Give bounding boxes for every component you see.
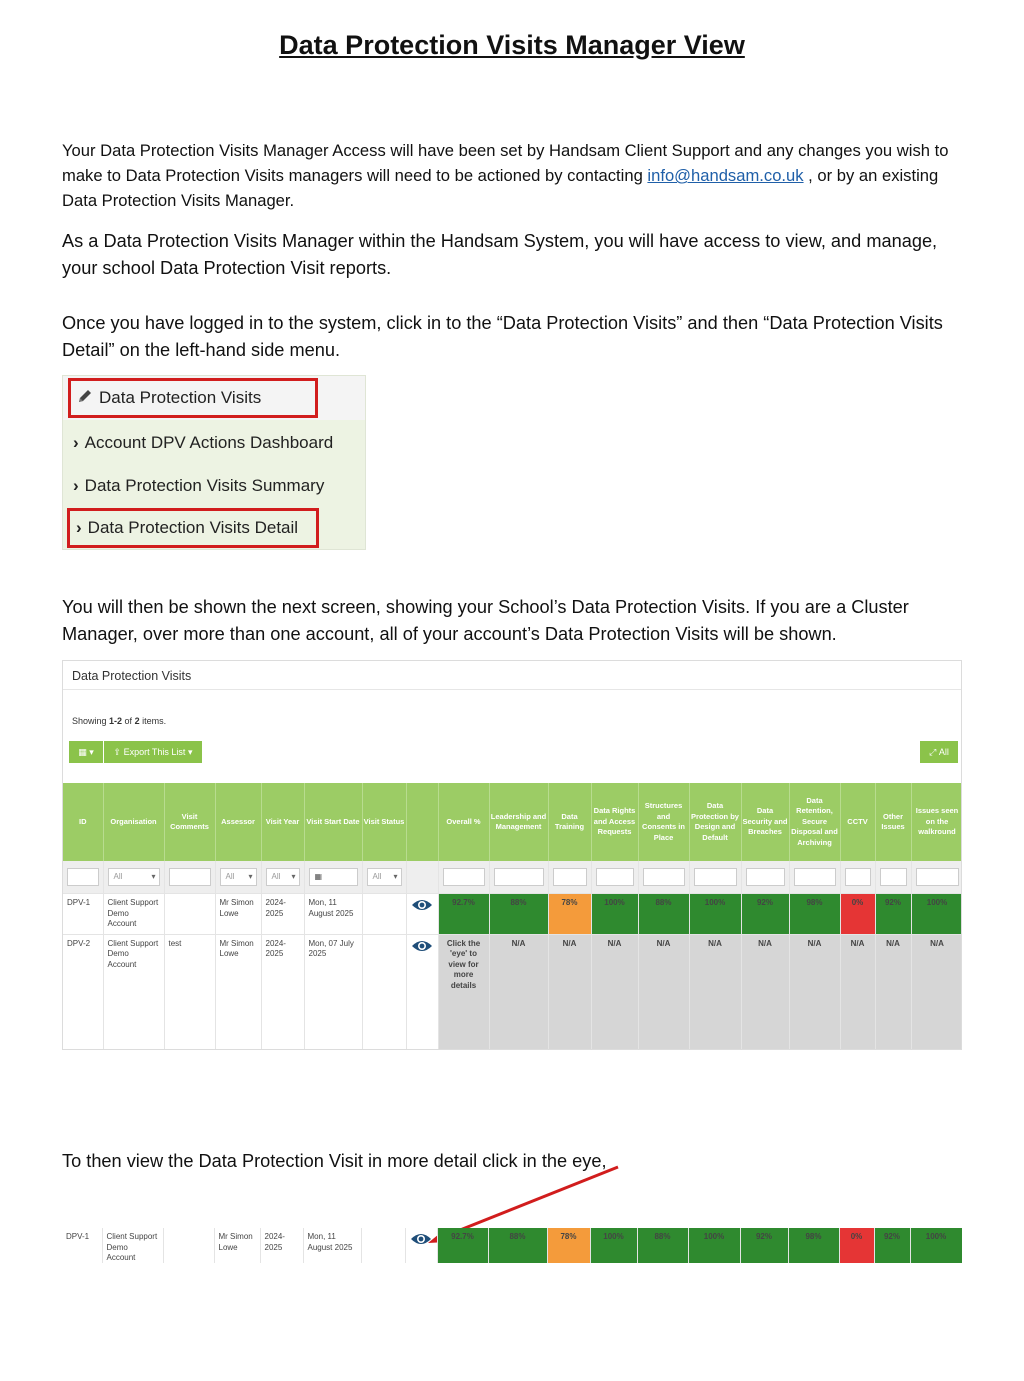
- cell-organisation: Client Support Demo Account: [102, 1228, 163, 1263]
- menu-item-label: Data Protection Visits Detail: [87, 518, 299, 537]
- cell-assessor: Mr Simon Lowe: [215, 894, 261, 935]
- menu-header-label: Data Protection Visits: [99, 388, 262, 407]
- cell-assessor: Mr Simon Lowe: [214, 1228, 260, 1263]
- score-design: 100%: [689, 894, 741, 935]
- score-leadership: 88%: [489, 894, 548, 935]
- cell-status: [361, 1228, 405, 1263]
- col-retention[interactable]: Data Retention, Secure Disposal and Archiving: [789, 783, 840, 861]
- export-button[interactable]: ⇪ Export This List ▾: [104, 741, 202, 763]
- na-cell: N/A: [689, 934, 741, 1050]
- menu-item-label: Account DPV Actions Dashboard: [84, 433, 334, 452]
- detail-row-table: [62, 1228, 962, 1263]
- panel-title: Data Protection Visits: [72, 669, 192, 683]
- score-overall: 92.7%: [438, 894, 489, 935]
- score-structures: 88%: [637, 1228, 688, 1263]
- na-cell: N/A: [489, 934, 548, 1050]
- col-cctv[interactable]: CCTV: [840, 783, 875, 861]
- organisation-filter[interactable]: All ▾: [108, 868, 160, 886]
- col-security[interactable]: Data Security and Breaches: [741, 783, 789, 861]
- score-training: 78%: [548, 894, 591, 935]
- na-cell: N/A: [548, 934, 591, 1050]
- col-assessor[interactable]: Assessor: [215, 783, 261, 861]
- col-visit-status[interactable]: Visit Status: [362, 783, 406, 861]
- click-eye-hint: Click the 'eye' to view for more details: [438, 934, 489, 1050]
- score-leadership: 88%: [488, 1228, 547, 1263]
- showing-summary: Showing 1-2 of 2 items.: [72, 716, 167, 726]
- score-cctv: 0%: [840, 894, 875, 935]
- status-filter[interactable]: All ▾: [367, 868, 402, 886]
- score-security: 92%: [741, 894, 789, 935]
- grid-icon: ▦: [78, 746, 87, 757]
- na-cell: N/A: [741, 934, 789, 1050]
- na-cell: N/A: [840, 934, 875, 1050]
- score-cctv: 0%: [839, 1228, 874, 1263]
- score-overall: 92.7%: [437, 1228, 488, 1263]
- score-other: 92%: [874, 1228, 910, 1263]
- expand-icon: ⤢: [929, 746, 937, 757]
- score-security: 92%: [740, 1228, 788, 1263]
- score-walkround: 100%: [911, 894, 962, 935]
- col-structures[interactable]: Structures and Consents in Place: [638, 783, 689, 861]
- year-filter[interactable]: All ▾: [266, 868, 300, 886]
- export-icon: ⇪: [113, 746, 122, 757]
- eye-instruction-paragraph: To then view the Data Protection Visit in more detail click in the eye,: [62, 1151, 607, 1171]
- col-by-design[interactable]: Data Protection by Design and Default: [689, 783, 741, 861]
- chevron-right-icon: ›: [76, 518, 82, 537]
- cell-organisation: Client Support Demo Account: [103, 934, 164, 1050]
- na-cell: N/A: [875, 934, 911, 1050]
- col-data-rights[interactable]: Data Rights and Access Requests: [591, 783, 638, 861]
- cell-start: Mon, 07 July 2025: [304, 934, 362, 1050]
- table-row: [62, 1228, 962, 1263]
- cell-year: 2024-2025: [260, 1228, 303, 1263]
- cell-id: DPV-2: [63, 934, 103, 1050]
- support-email-link[interactable]: info@handsam.co.uk: [647, 166, 804, 185]
- cell-organisation: Client Support Demo Account: [103, 894, 164, 935]
- chevron-right-icon: ›: [73, 433, 79, 452]
- intro-text-end: , or by an existing Data Protection Visits Manager.: [62, 166, 939, 210]
- score-other: 92%: [875, 894, 911, 935]
- cell-year: 2024-2025: [261, 934, 304, 1050]
- na-cell: N/A: [591, 934, 638, 1050]
- row-detail-screenshot: [62, 1228, 962, 1263]
- cell-comments: [163, 1228, 214, 1263]
- calendar-icon: ▦: [314, 871, 323, 881]
- score-rights: 100%: [591, 894, 638, 935]
- columns-button[interactable]: ▦ ▾: [69, 741, 103, 763]
- cell-id: DPV-1: [63, 894, 103, 935]
- page-title: Data Protection Visits Manager View: [279, 30, 745, 60]
- cluster-paragraph: You will then be shown the next screen, showing your School’s Data Protection Visits. If you are a Cluster Manager, over more than one account, all of your account’s Data Protection Visits will be shown.: [62, 597, 909, 644]
- assessor-filter[interactable]: All ▾: [220, 868, 257, 886]
- score-design: 100%: [688, 1228, 740, 1263]
- access-paragraph: As a Data Protection Visits Manager within the Handsam System, you will have access to view, and manage, your school Data Protection Visit reports.: [62, 231, 938, 278]
- col-id[interactable]: ID: [63, 783, 103, 861]
- chevron-right-icon: ›: [73, 476, 79, 495]
- col-visit-start-date[interactable]: Visit Start Date: [304, 783, 362, 861]
- intro-text: Your Data Protection Visits Manager Access will have been set by Handsam Client Support and any changes you wish to make to Data Protection Visits managers will need to be actioned by contacting: [62, 141, 949, 185]
- col-other-issues[interactable]: Other Issues: [875, 783, 911, 861]
- score-training: 78%: [547, 1228, 590, 1263]
- col-organisation[interactable]: Organisation: [103, 783, 164, 861]
- show-all-button[interactable]: ⤢ All: [920, 741, 958, 763]
- col-data-training[interactable]: Data Training: [548, 783, 591, 861]
- score-walkround: 100%: [910, 1228, 962, 1263]
- cell-assessor: Mr Simon Lowe: [215, 934, 261, 1050]
- na-cell: N/A: [789, 934, 840, 1050]
- na-cell: N/A: [911, 934, 962, 1050]
- cell-start: Mon, 11 August 2025: [303, 1228, 361, 1263]
- col-walkround[interactable]: Issues seen on the walkround: [911, 783, 962, 861]
- cell-year: 2024-2025: [261, 894, 304, 935]
- score-retention: 98%: [789, 894, 840, 935]
- menu-item-label: Data Protection Visits Summary: [84, 476, 325, 495]
- cell-start: Mon, 11 August 2025: [304, 894, 362, 935]
- view-eye-icon[interactable]: [405, 1228, 437, 1263]
- score-structures: 88%: [638, 894, 689, 935]
- score-rights: 100%: [590, 1228, 637, 1263]
- cell-id: DPV-1: [62, 1228, 102, 1263]
- login-paragraph: Once you have logged in to the system, click in to the “Data Protection Visits” and then “Data Protection Visits Detail” on the left-hand side menu.: [62, 313, 943, 360]
- col-leadership[interactable]: Leadership and Management: [489, 783, 548, 861]
- score-retention: 98%: [788, 1228, 839, 1263]
- col-visit-comments[interactable]: Visit Comments: [164, 783, 215, 861]
- na-cell: N/A: [638, 934, 689, 1050]
- cell-comments: test: [164, 934, 215, 1050]
- col-visit-year[interactable]: Visit Year: [261, 783, 304, 861]
- col-overall[interactable]: Overall %: [438, 783, 489, 861]
